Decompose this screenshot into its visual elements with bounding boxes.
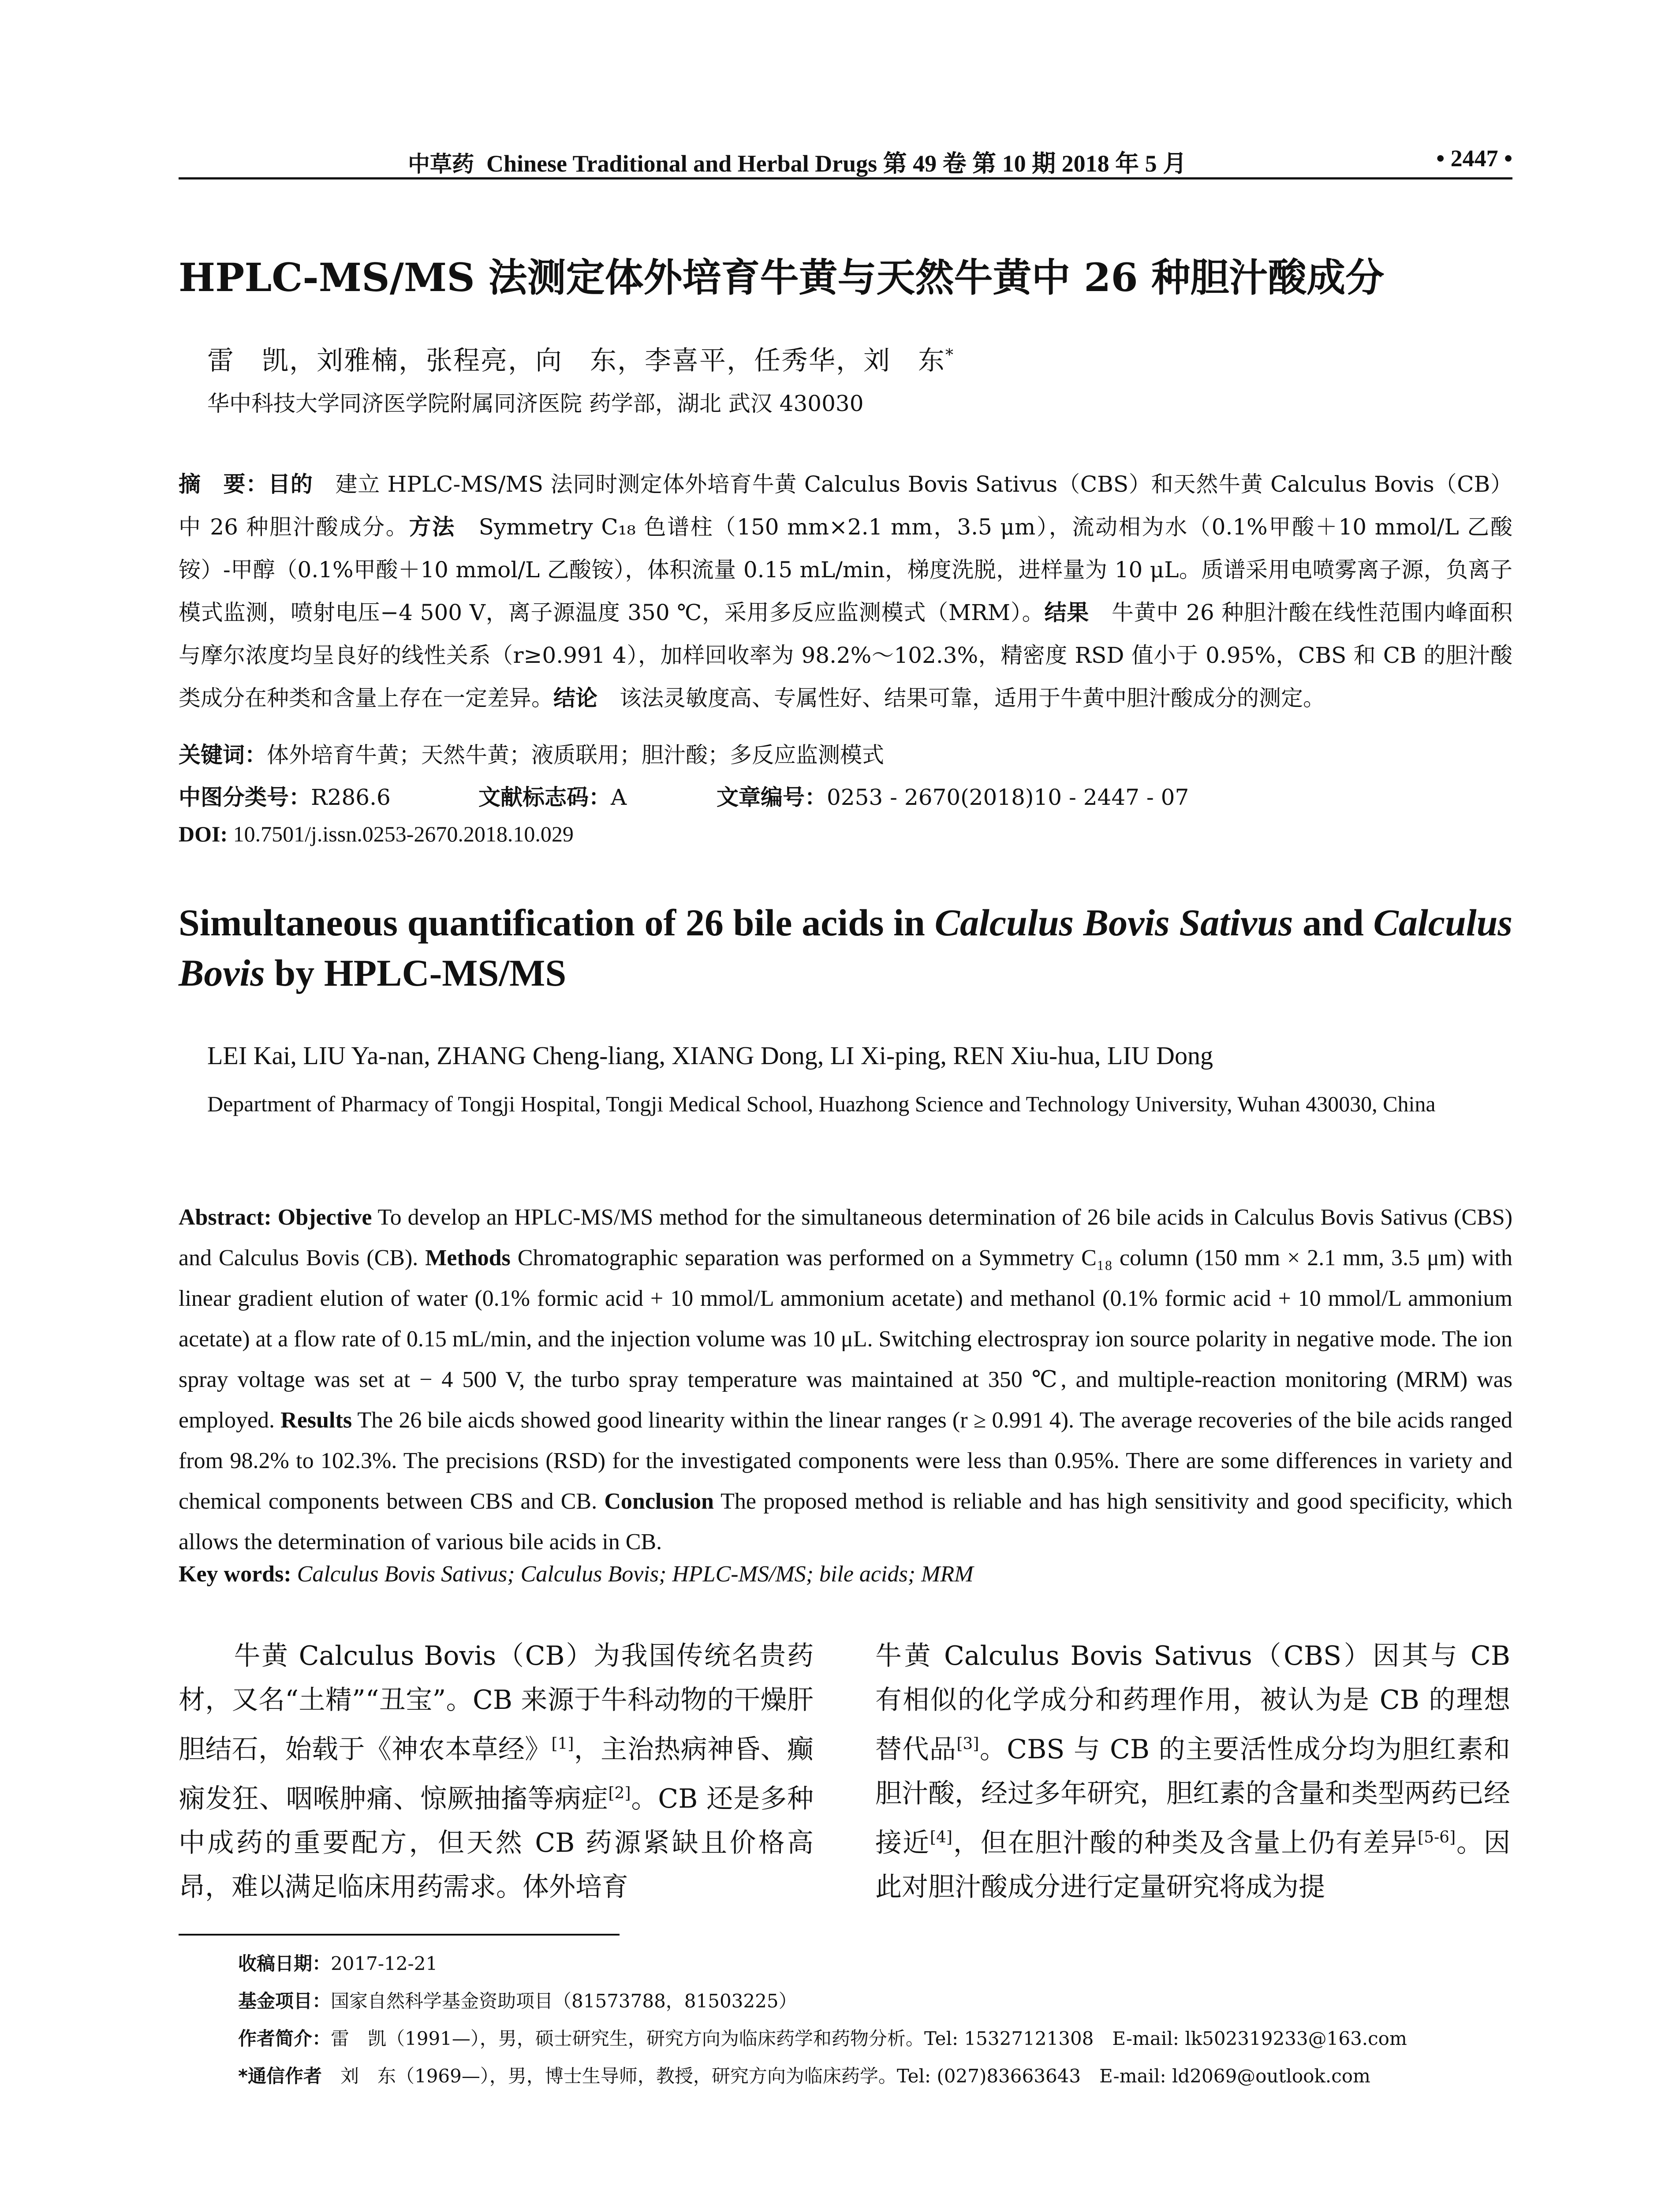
page-number: • 2447 • (1436, 145, 1512, 172)
title-english (179, 897, 1512, 998)
method-en-label: Methods (425, 1245, 511, 1271)
conclusion-en-text: The proposed method is reliable and has high sensitivity and good specificity, which allows the determination of various bile acids in CB. (179, 1489, 1513, 1555)
keywords-english (179, 1561, 973, 1587)
authors-chinese-text: 雷 凯，刘雅楠，张程亮，向 东，李喜平，任秀华，刘 东 (207, 345, 945, 376)
footnote-fund (238, 1987, 797, 2013)
title-english-latin1: Calculus Bovis Sativus (934, 901, 1293, 944)
title-english-part3: and (1293, 901, 1374, 944)
method-label: 方法 (409, 514, 455, 540)
conclusion-label: 结论 (553, 685, 597, 711)
fund-text: 国家自然科学基金资助项目（81573788，81503225） (331, 1990, 797, 2012)
objective-label: 目的 (268, 471, 313, 497)
title-english-part5: by HPLC-MS/MS (265, 952, 567, 994)
title-english-part1: Simultaneous quantification of 26 bile acids in (179, 901, 935, 944)
header-rule (179, 177, 1512, 179)
objective-text: 建立 HPLC-MS/MS 法同时测定体外培育牛黄 Calculus Bovis Sativus（CBS）和天然牛黄 Calculus Bovis（CB）中 26 种胆汁酸成分。 (179, 471, 1513, 540)
abstract-en-label: Abstract: (179, 1205, 272, 1230)
body-text: ，但在胆汁酸的种类及含量上仍有差异 (952, 1828, 1418, 1858)
received-label: 收稿日期： (238, 1953, 331, 1974)
abstract-chinese (179, 463, 1512, 720)
result-label: 结果 (1044, 600, 1090, 625)
journal-name (408, 145, 1187, 179)
article-number-label: 文章编号： (717, 785, 827, 810)
citation[interactable]: [2] (608, 1784, 631, 1802)
title-english-latin2: Calculus Bovis (179, 901, 1512, 994)
conclusion-text: 该法灵敏度高、专属性好、结果可靠，适用于牛黄中胆汁酸成分的测定。 (597, 685, 1325, 711)
journal-issue: Chinese Traditional and Herbal Drugs 第 49 卷 第 10 期 2018 年 5 月 (486, 150, 1187, 177)
citation[interactable]: [4] (930, 1828, 952, 1846)
corresponding-text: 刘 东（1969—），男，博士生导师，教授，研究方向为临床药学。Tel: (027)83663643 E-mail: ld2069@outlook.com (321, 2065, 1370, 2087)
footnote-corresponding (238, 2062, 1370, 2088)
conclusion-en-label: Conclusion (604, 1489, 714, 1514)
clc-label: 中图分类号： (179, 785, 311, 810)
citation[interactable]: [3] (956, 1735, 979, 1753)
authors-chinese (207, 340, 954, 377)
footnote-received (238, 1949, 437, 1976)
citation[interactable]: [1] (551, 1735, 574, 1753)
body-text: 。因此对胆汁酸成分进行定量研究将成为提 (875, 1828, 1511, 1902)
keywords-en-text: Calculus Bovis Sativus; Calculus Bovis; HPLC-MS/MS; bile acids; MRM (291, 1562, 974, 1587)
affiliation-english: Department of Pharmacy of Tongji Hospital, Tongji Medical School, Huazhong Science and Technology University, Wuhan 430030, China (207, 1091, 1436, 1116)
keywords-chinese (179, 737, 884, 769)
keywords-text: 体外培育牛黄；天然牛黄；液质联用；胆汁酸；多反应监测模式 (267, 742, 884, 768)
article-number: 0253 - 2670(2018)10 - 2447 - 07 (827, 785, 1189, 810)
document-code-label: 文献标志码： (478, 785, 611, 810)
result-text: 牛黄中 26 种胆汁酸在线性范围内峰面积与摩尔浓度均呈良好的线性关系（r≥0.991 4），加样回收率为 98.2%～102.3%，精密度 RSD 值小于 0.95%，CBS 和 CB 的胆汁酸类成分在种类和含量上存在一定差异。 (179, 600, 1513, 711)
author-bio-text: 雷 凯（1991—），男，硕士研究生，研究方向为临床药学和药物分析。Tel: 15327121308 E-mail: lk502319233@163.com (331, 2028, 1407, 2049)
doi-label: DOI: (179, 822, 228, 846)
body-column-right (875, 1634, 1510, 1909)
abstract-english (179, 1197, 1512, 1562)
running-header (179, 141, 1512, 176)
journal-logo: 中草药 (408, 151, 474, 177)
title-chinese: HPLC-MS/MS 法测定体外培育牛黄与天然牛黄中 26 种胆汁酸成分 (179, 254, 1385, 300)
classification-line (179, 780, 1512, 811)
body-text: ，主治热病神昏、癫痫发狂、咽喉肿痛、惊厥抽搐等病症 (179, 1734, 814, 1814)
footnote-author (238, 2024, 1407, 2051)
document-code: A (611, 785, 627, 810)
method-en-text: Chromatographic separation was performed on a Symmetry C₁₈ column (150 mm × 2.1 mm, 3.5 μm) with linear gradient elution of water (0.1% formic acid + 10 mmol/L ammonium acetate) and methanol (0.1% formic acid + 10 mmol/L ammonium acetate) at a flow rate of 0.15 mL/min, and the injection volume was 10 μL. Switching electrospray ion source polarity in negative mode. The ion spray voltage was set at − 4 500 V, the turbo spray temperature was maintained at 350 ℃, and multiple-reaction monitoring (MRM) was employed. (179, 1245, 1513, 1433)
abstract-label: 摘 要： (179, 471, 269, 497)
objective-en-label: Objective (271, 1205, 372, 1230)
fund-label: 基金项目： (238, 1990, 331, 2012)
body-text: 。CBS 与 CB 的主要活性成分均为胆红素和胆汁酸，经过多年研究，胆红素的含量和类型两药已经接近 (875, 1734, 1511, 1858)
doi-line (179, 821, 574, 847)
footnote-rule (179, 1934, 620, 1936)
keywords-label: 关键词： (179, 742, 267, 768)
method-text: Symmetry C₁₈ 色谱柱（150 mm×2.1 mm，3.5 μm），流动相为水（0.1%甲酸＋10 mmol/L 乙酸铵）-甲醇（0.1%甲酸＋10 mmol/L 乙酸铵），体积流量 0.15 mL/min，梯度洗脱，进样量为 10 μL。质谱采用电喷雾离子源，负离子模式监测，喷射电压−4 500 V，离子源温度 350 ℃，采用多反应监测模式（MRM）。 (179, 514, 1512, 625)
body-text: 。CB 还是多种中成药的重要配方，但天然 CB 药源紧缺且价格高昂，难以满足临床用药需求。体外培育 (179, 1783, 814, 1902)
objective-en-text: To develop an HPLC-MS/MS method for the simultaneous determination of 26 bile acids in Calculus Bovis Sativus (CBS) and Calculus Bovis (CB). (179, 1205, 1513, 1271)
corresponding-mark: * (945, 346, 954, 364)
result-en-label: Results (280, 1408, 352, 1433)
clc-code: R286.6 (311, 785, 391, 810)
citation[interactable]: [5-6] (1418, 1828, 1456, 1846)
doi-value: 10.7501/j.issn.0253-2670.2018.10.029 (228, 822, 574, 846)
affiliation-chinese: 华中科技大学同济医学院附属同济医院 药学部，湖北 武汉 430030 (207, 391, 864, 416)
result-en-text: The 26 bile aicds showed good linearity within the linear ranges (r ≥ 0.991 4). The average recoveries of the bile acids ranged from 98.2% to 102.3%. The precisions (RSD) for the investigated components were less than 0.95%. There are some differences in variety and chemical components between CBS and CB. (179, 1408, 1512, 1514)
corresponding-label: *通信作者 (238, 2065, 322, 2087)
authors-english: LEI Kai, LIU Ya-nan, ZHANG Cheng-liang, XIANG Dong, LI Xi-ping, REN Xiu-hua, LIU Dong (207, 1041, 1213, 1070)
body-text: 牛黄 Calculus Bovis（CB）为我国传统名贵药材，又名“土精”“丑宝”。CB 来源于牛科动物的干燥肝胆结石，始载于《神农本草经》 (179, 1641, 814, 1765)
keywords-en-label: Key words: (179, 1562, 291, 1587)
author-bio-label: 作者简介： (238, 2028, 331, 2049)
received-date: 2017-12-21 (331, 1953, 438, 1974)
body-text: 牛黄 Calculus Bovis Sativus（CBS）因其与 CB 有相似的化学成分和药理作用，被认为是 CB 的理想替代品 (875, 1641, 1510, 1765)
body-column-left (179, 1634, 814, 1909)
